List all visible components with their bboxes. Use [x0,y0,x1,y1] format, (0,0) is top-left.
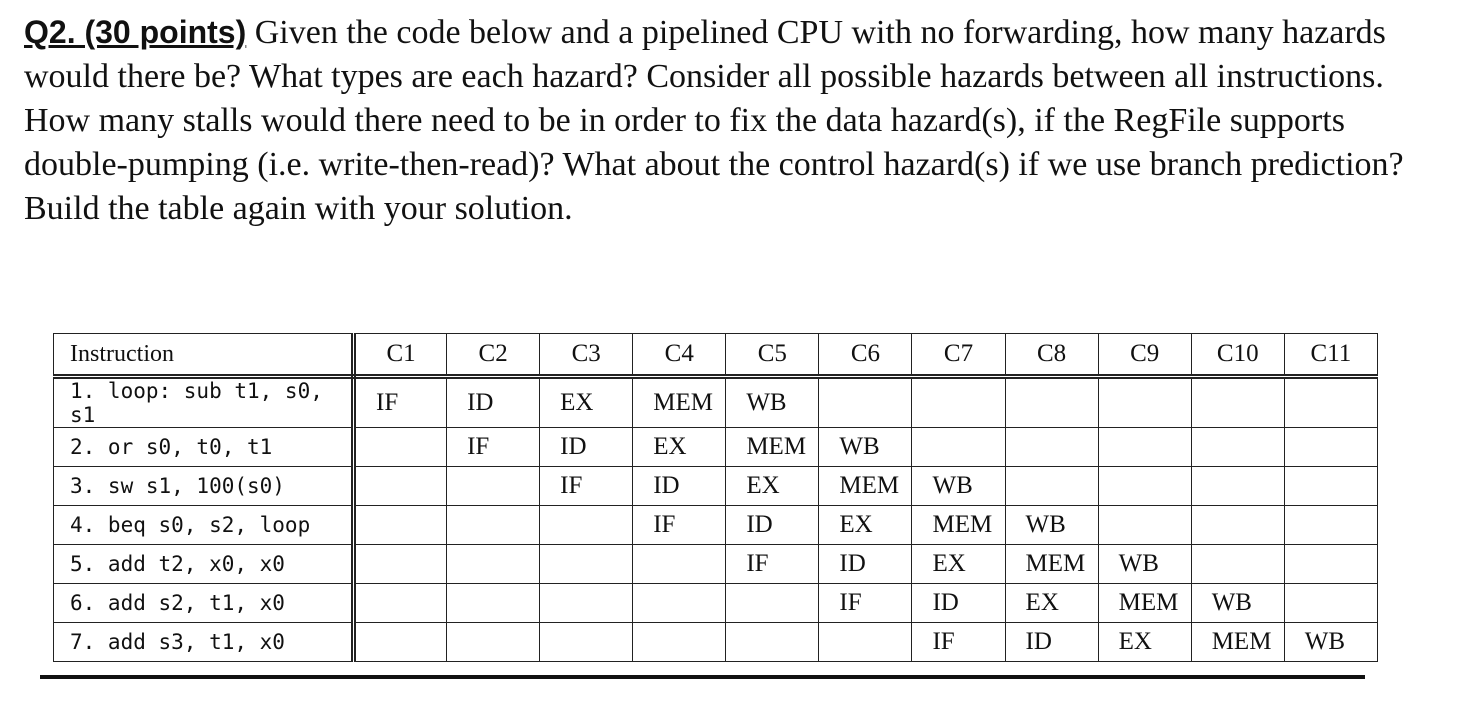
stage-cell [540,506,633,545]
stage-cell [1191,377,1284,428]
stage-cell [1005,428,1098,467]
table-row [54,428,1378,467]
stage-cell: MEM [633,377,726,428]
stage-cell: ID [447,377,540,428]
stage-cell: EX [912,545,1005,584]
stage-cell: ID [633,467,726,506]
table-header-row [54,334,1378,377]
header-cycle-c7: C7 [912,334,1005,377]
stage-cell [1098,377,1191,428]
stage-cell [1098,428,1191,467]
stage-cell [1284,545,1377,584]
stage-cell: MEM [1005,545,1098,584]
question-paragraph-2: How many stalls would there need to be in order to fix the data hazard(s), if the RegFile supports double-pumping (i.e. write-then-read)? What about the control hazard(s) if we use branch prediction? Build the table again with your solution. [24,102,1404,227]
stage-cell: ID [1005,623,1098,662]
pipeline-table [53,333,1378,662]
stage-cell: MEM [819,467,912,506]
stage-cell: ID [912,584,1005,623]
stage-cell: WB [1005,506,1098,545]
header-cycle-c11: C11 [1284,334,1377,377]
stage-cell [1098,467,1191,506]
stage-cell: IF [633,506,726,545]
stage-cell [1284,377,1377,428]
stage-cell [540,584,633,623]
header-cycle-c2: C2 [447,334,540,377]
stage-cell: IF [354,377,447,428]
stage-cell [354,584,447,623]
table-row [54,584,1378,623]
stage-cell [819,623,912,662]
stage-cell [447,506,540,545]
header-cycle-c1: C1 [354,334,447,377]
stage-cell [1005,377,1098,428]
stage-cell: IF [726,545,819,584]
stage-cell: IF [819,584,912,623]
stage-cell [1284,467,1377,506]
stage-cell: WB [912,467,1005,506]
stage-cell [1284,428,1377,467]
bottom-rule [40,675,1365,679]
stage-cell [447,467,540,506]
stage-cell [819,377,912,428]
stage-cell [540,623,633,662]
stage-cell: MEM [912,506,1005,545]
stage-cell [912,377,1005,428]
question-block [24,10,1444,231]
instruction-cell: 2. or s0, t0, t1 [54,428,354,467]
stage-cell [447,623,540,662]
question-text-1: Given the code below and a pipelined CPU with no forwarding, how many hazards would there be? What types are each hazard? Consider all possible hazards between all instructions. [24,14,1386,95]
stage-cell: EX [633,428,726,467]
stage-cell [633,584,726,623]
stage-cell [447,584,540,623]
stage-cell: EX [540,377,633,428]
header-cycle-c10: C10 [1191,334,1284,377]
stage-cell: WB [1098,545,1191,584]
question-paragraph-1 [24,10,1444,99]
header-instruction: Instruction [54,334,354,377]
table-row [54,467,1378,506]
stage-cell [1098,506,1191,545]
stage-cell: MEM [1098,584,1191,623]
stage-cell [1284,584,1377,623]
stage-cell [726,584,819,623]
stage-cell: EX [1005,584,1098,623]
stage-cell: ID [540,428,633,467]
stage-cell [1191,428,1284,467]
stage-cell [540,545,633,584]
stage-cell [354,467,447,506]
stage-cell [447,545,540,584]
stage-cell [1191,506,1284,545]
header-cycle-c6: C6 [819,334,912,377]
stage-cell [912,428,1005,467]
stage-cell [1191,545,1284,584]
stage-cell: EX [819,506,912,545]
header-cycle-c9: C9 [1098,334,1191,377]
stage-cell [1005,467,1098,506]
header-cycle-c4: C4 [633,334,726,377]
stage-cell: WB [819,428,912,467]
stage-cell: IF [447,428,540,467]
stage-cell [354,545,447,584]
instruction-cell: 4. beq s0, s2, loop [54,506,354,545]
stage-cell: WB [1191,584,1284,623]
header-cycle-c5: C5 [726,334,819,377]
table-body [54,377,1378,662]
stage-cell: MEM [726,428,819,467]
stage-cell [726,623,819,662]
instruction-cell: 5. add t2, x0, x0 [54,545,354,584]
instruction-cell: 1. loop: sub t1, s0, s1 [54,377,354,428]
stage-cell [354,428,447,467]
instruction-cell: 6. add s2, t1, x0 [54,584,354,623]
header-cycle-c3: C3 [540,334,633,377]
instruction-cell: 3. sw s1, 100(s0) [54,467,354,506]
stage-cell [1191,467,1284,506]
table-row [54,377,1378,428]
question-heading: Q2. (30 points) [24,14,247,50]
stage-cell: WB [726,377,819,428]
stage-cell: MEM [1191,623,1284,662]
stage-cell: EX [726,467,819,506]
stage-cell: ID [726,506,819,545]
stage-cell: WB [1284,623,1377,662]
table-row [54,623,1378,662]
stage-cell [354,506,447,545]
table-row [54,545,1378,584]
stage-cell [633,623,726,662]
instruction-cell: 7. add s3, t1, x0 [54,623,354,662]
stage-cell [354,623,447,662]
stage-cell: IF [540,467,633,506]
table-row [54,506,1378,545]
stage-cell: IF [912,623,1005,662]
stage-cell: EX [1098,623,1191,662]
header-cycle-c8: C8 [1005,334,1098,377]
stage-cell [633,545,726,584]
stage-cell [1284,506,1377,545]
stage-cell: ID [819,545,912,584]
